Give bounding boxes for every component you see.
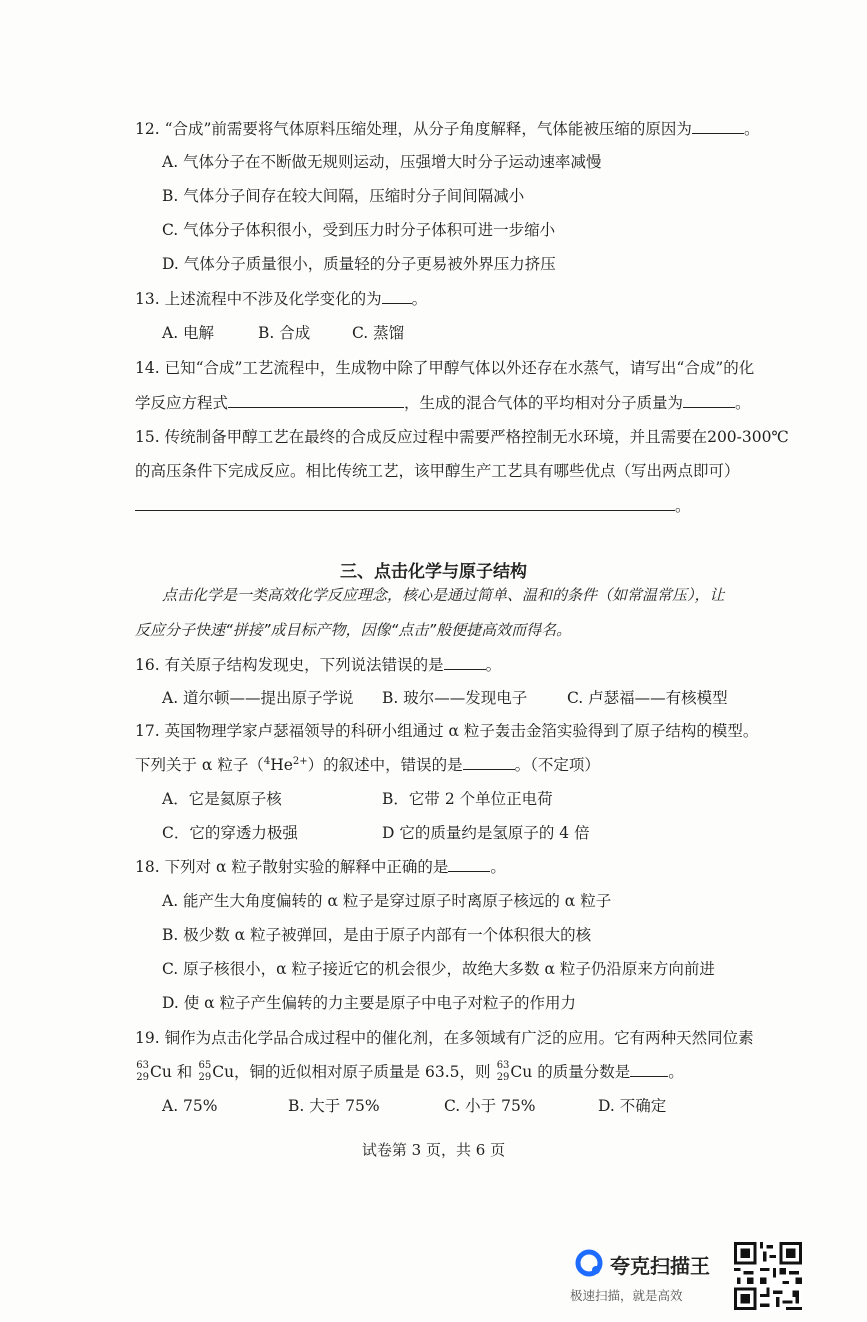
cu63-symbol-again: Cu — [510, 1063, 533, 1081]
q12-stem — [135, 119, 759, 139]
section-title: 三、点击化学与原子结构 — [340, 562, 527, 582]
q18-option-c: C. 原子核很小，α 粒子接近它的机会很少，故绝大多数 α 粒子仍沿原来方向前进 — [162, 960, 715, 978]
cu65-nuclide — [197, 1062, 211, 1082]
q14-equation-blank[interactable] — [228, 393, 404, 408]
q18-option-b: B. 极少数 α 粒子被弹回，是由于原子内部有一个体积很大的核 — [162, 926, 592, 944]
q18-stem-end: 。 — [490, 858, 506, 876]
q17-answer-blank[interactable] — [463, 755, 515, 770]
page-footer: 试卷第 3 页，共 6 页 — [361, 1141, 506, 1159]
q17-option-d: D 它的质量约是氢原子的 4 倍 — [382, 824, 590, 842]
brand-slogan: 极速扫描，就是高效 — [570, 1288, 683, 1303]
q18-option-a: A. 能产生大角度偏转的 α 粒子是穿过原子时离原子核远的 α 粒子 — [162, 892, 612, 910]
q16-option-a: A. 道尔顿——提出原子学说 — [162, 689, 354, 707]
q13-option-c: C. 蒸馏 — [352, 324, 405, 342]
q13-option-a: A. 电解 — [162, 324, 215, 342]
q19-line2-tail: 的质量分数是 — [532, 1063, 631, 1081]
section-intro-line2: 反应分子快速“拼接”成目标产物，因像“点击”般便捷高效而得名。 — [135, 621, 572, 639]
q16-option-b: B. 玻尔——发现电子 — [382, 689, 528, 707]
q14-mass-blank[interactable] — [683, 393, 735, 408]
q19-option-b: B. 大于 75% — [288, 1097, 380, 1115]
cu63-nuclide-again — [495, 1062, 509, 1082]
q14-line2 — [135, 393, 751, 413]
q16-stem-text: 16. 有关原子结构发现史，下列说法错误的是 — [135, 656, 444, 674]
cu63-atomic-number: 29 — [136, 1072, 149, 1083]
q13-stem-end: 。 — [411, 290, 428, 308]
cu63-symbol: Cu — [150, 1063, 172, 1081]
q19-and: 和 — [171, 1063, 198, 1081]
cu65-mass-number: 65 — [198, 1060, 212, 1071]
q17-line2 — [135, 755, 600, 775]
q17-line1: 17. 英国物理学家卢瑟福领导的科研小组通过 α 粒子轰击金箔实验得到了原子结构的模型。 — [135, 722, 759, 740]
q12-answer-blank[interactable] — [692, 119, 744, 134]
cu63-nuclide — [135, 1062, 149, 1082]
cu65-symbol: Cu — [212, 1063, 235, 1081]
q17-line2-end: 。（不定项） — [514, 756, 600, 774]
q12-option-d: D. 气体分子质量很小，质量轻的分子更易被外界压力挤压 — [162, 255, 556, 273]
q12-option-a: A. 气体分子在不断做无规则运动，压强增大时分子运动速率减慢 — [162, 153, 602, 171]
q12-option-b: B. 气体分子间存在较大间隔，压缩时分子间间隔减小 — [162, 187, 525, 205]
q16-stem — [135, 655, 501, 675]
q13-stem — [135, 289, 427, 309]
q17-option-c: C．它的穿透力极强 — [162, 824, 298, 842]
q13-stem-text: 13. 上述流程中不涉及化学变化的为 — [135, 290, 382, 308]
section-intro-line1: 点击化学是一类高效化学反应理念，核心是通过简单、温和的条件（如常温常压），让 — [162, 586, 725, 604]
cu63-atomic-number-again: 29 — [496, 1072, 510, 1083]
q17-option-a: A．它是氦原子核 — [162, 790, 282, 808]
qr-code-icon — [734, 1242, 802, 1310]
cu65-atomic-number: 29 — [198, 1072, 212, 1083]
brand-name: 夸克扫描王 — [610, 1254, 710, 1278]
cu63-mass-number: 63 — [136, 1060, 149, 1071]
q19-line2 — [135, 1062, 684, 1082]
helium-mass-number: 4 — [263, 755, 271, 767]
q17-line2-start: 下列关于 α 粒子（ — [135, 756, 264, 774]
q18-answer-blank[interactable] — [448, 857, 490, 872]
q16-option-c: C. 卢瑟福——有核模型 — [567, 689, 728, 707]
q19-line2-end: 。 — [668, 1063, 684, 1081]
cu63-mass-number-again: 63 — [496, 1060, 510, 1071]
q13-option-b: B. 合成 — [258, 324, 311, 342]
q13-answer-blank[interactable] — [382, 289, 412, 304]
q14-line2-mid: ，生成的混合气体的平均相对分子质量为 — [404, 394, 684, 412]
q12-option-c: C. 气体分子体积很小，受到压力时分子体积可进一步缩小 — [162, 221, 556, 239]
q15-line1: 15. 传统制备甲醇工艺在最终的合成反应过程中需要严格控制无水环境，并且需要在200-300℃ — [135, 428, 789, 446]
q16-answer-blank[interactable] — [444, 655, 486, 670]
q14-line2-end: 。 — [735, 394, 751, 412]
q16-stem-end: 。 — [485, 656, 502, 674]
q19-option-a: A. 75% — [162, 1097, 218, 1115]
q15-line3-end: 。 — [675, 497, 691, 515]
q15-line3 — [135, 496, 691, 516]
q19-line2-mid: ，铜的近似相对原子质量是 63.5，则 — [234, 1063, 496, 1081]
q18-option-d: D. 使 α 粒子产生偏转的力主要是原子中电子对粒子的作用力 — [162, 994, 577, 1012]
q14-line2-start: 学反应方程式 — [135, 394, 229, 412]
q19-option-c: C. 小于 75% — [444, 1097, 536, 1115]
helium-charge: 2+ — [292, 755, 308, 767]
q19-line1: 19. 铜作为点击化学品合成过程中的催化剂，在多领域有广泛的应用。它有两种天然同位素 — [135, 1029, 754, 1047]
q12-stem-end: 。 — [743, 120, 760, 138]
q15-answer-blank[interactable] — [135, 496, 675, 511]
q19-answer-blank[interactable] — [630, 1062, 668, 1077]
q17-option-b: B．它带 2 个单位正电荷 — [382, 790, 553, 808]
q19-option-d: D. 不确定 — [598, 1097, 667, 1115]
q17-line2-mid: ）的叙述中，错误的是 — [307, 756, 463, 774]
helium-symbol: He — [270, 756, 293, 774]
q18-stem-text: 18. 下列对 α 粒子散射实验的解释中正确的是 — [135, 858, 449, 876]
quark-logo-icon — [574, 1248, 604, 1278]
q18-stem — [135, 857, 506, 877]
q15-line2: 的高压条件下完成反应。相比传统工艺，该甲醇生产工艺具有哪些优点（写出两点即可） — [135, 462, 740, 480]
q12-stem-text: 12. “合成”前需要将气体原料压缩处理，从分子角度解释，气体能被压缩的原因为 — [135, 120, 692, 138]
q14-line1: 14. 已知“合成”工艺流程中，生成物中除了甲醇气体以外还存在水蒸气，请写出“合成”的化 — [135, 359, 755, 377]
